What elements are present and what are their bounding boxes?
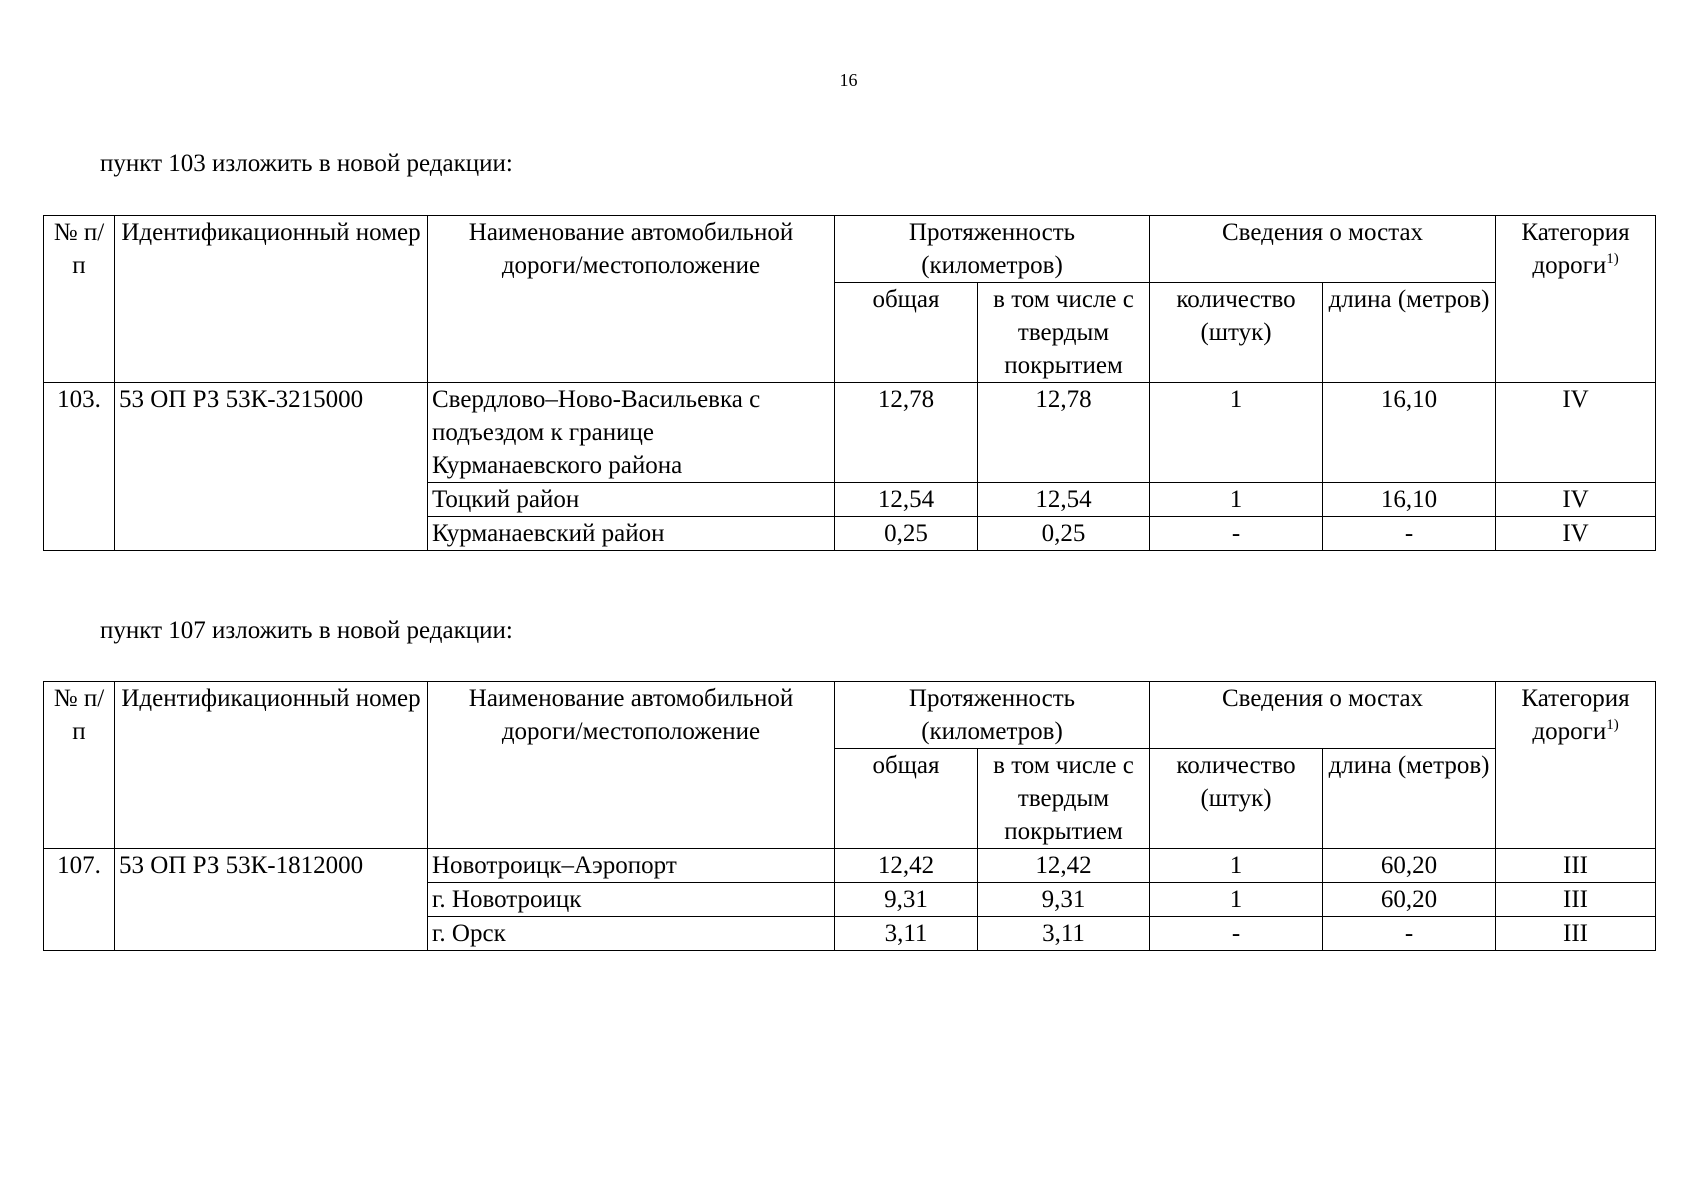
header-bridges-count: количество (штук) <box>1150 749 1323 849</box>
length-total: 12,78 <box>835 383 978 483</box>
header-length: Протяженность (километров) <box>835 216 1150 283</box>
bridges-count: 1 <box>1150 383 1323 483</box>
length-total: 12,42 <box>835 849 978 883</box>
bridges-length: 60,20 <box>1323 849 1496 883</box>
length-total: 12,54 <box>835 483 978 517</box>
length-hard-surface: 12,54 <box>978 483 1150 517</box>
header-bridges: Сведения о мостах <box>1150 216 1496 283</box>
length-total: 9,31 <box>835 883 978 917</box>
bridges-length: 16,10 <box>1323 383 1496 483</box>
road-name: Тоцкий район <box>428 483 835 517</box>
road-name: Курманаевский район <box>428 517 835 551</box>
header-id: Идентификационный номер <box>115 682 428 849</box>
road-name: Свердлово–Ново-Васильевка с подъездом к границе Курманаевского района <box>428 383 835 483</box>
table-row <box>44 849 1656 883</box>
header-category-footnote: 1) <box>1606 717 1619 733</box>
length-total: 0,25 <box>835 517 978 551</box>
road-category: IV <box>1496 483 1656 517</box>
header-length-total: общая <box>835 283 978 383</box>
header-bridges-length: длина (метров) <box>1323 283 1496 383</box>
header-length: Протяженность (километров) <box>835 682 1150 749</box>
header-road-name: Наименование автомобильной дороги/местоположение <box>428 682 835 849</box>
row-number: 103. <box>44 383 115 551</box>
header-category-label: Категория дороги <box>1521 685 1630 745</box>
header-category-footnote: 1) <box>1606 251 1619 267</box>
bridges-count: 1 <box>1150 483 1323 517</box>
header-bridges-length: длина (метров) <box>1323 749 1496 849</box>
road-name: Новотроицк–Аэропорт <box>428 849 835 883</box>
road-category: III <box>1496 917 1656 951</box>
length-total: 3,11 <box>835 917 978 951</box>
length-hard-surface: 12,78 <box>978 383 1150 483</box>
bridges-count: - <box>1150 917 1323 951</box>
header-bridges-count: количество (штук) <box>1150 283 1323 383</box>
header-category <box>1496 682 1656 849</box>
road-category: III <box>1496 849 1656 883</box>
bridges-length: - <box>1323 517 1496 551</box>
bridges-count: 1 <box>1150 849 1323 883</box>
page-number: 16 <box>839 70 858 90</box>
bridges-length: 60,20 <box>1323 883 1496 917</box>
section-intro-103: пункт 103 изложить в новой редакции: <box>100 150 513 177</box>
road-name: г. Орск <box>428 917 835 951</box>
table-row <box>44 383 1656 483</box>
row-number: 107. <box>44 849 115 951</box>
road-id: 53 ОП РЗ 53К-1812000 <box>115 849 428 951</box>
header-bridges: Сведения о мостах <box>1150 682 1496 749</box>
bridges-count: 1 <box>1150 883 1323 917</box>
header-category-label: Категория дороги <box>1521 219 1630 279</box>
header-number: № п/п <box>44 216 115 383</box>
header-category <box>1496 216 1656 383</box>
header-length-hard-surface: в том числе с твердым покрытием <box>978 283 1150 383</box>
road-name: г. Новотроицк <box>428 883 835 917</box>
length-hard-surface: 3,11 <box>978 917 1150 951</box>
road-category: IV <box>1496 517 1656 551</box>
road-table-103 <box>43 215 1656 551</box>
length-hard-surface: 9,31 <box>978 883 1150 917</box>
length-hard-surface: 12,42 <box>978 849 1150 883</box>
road-id: 53 ОП РЗ 53К-3215000 <box>115 383 428 551</box>
header-number: № п/п <box>44 682 115 849</box>
header-road-name: Наименование автомобильной дороги/местоположение <box>428 216 835 383</box>
header-length-hard-surface: в том числе с твердым покрытием <box>978 749 1150 849</box>
road-category: IV <box>1496 383 1656 483</box>
road-table-107 <box>43 681 1656 951</box>
bridges-length: - <box>1323 917 1496 951</box>
header-length-total: общая <box>835 749 978 849</box>
bridges-length: 16,10 <box>1323 483 1496 517</box>
length-hard-surface: 0,25 <box>978 517 1150 551</box>
bridges-count: - <box>1150 517 1323 551</box>
header-id: Идентификационный номер <box>115 216 428 383</box>
section-intro-107: пункт 107 изложить в новой редакции: <box>100 617 513 644</box>
road-category: III <box>1496 883 1656 917</box>
